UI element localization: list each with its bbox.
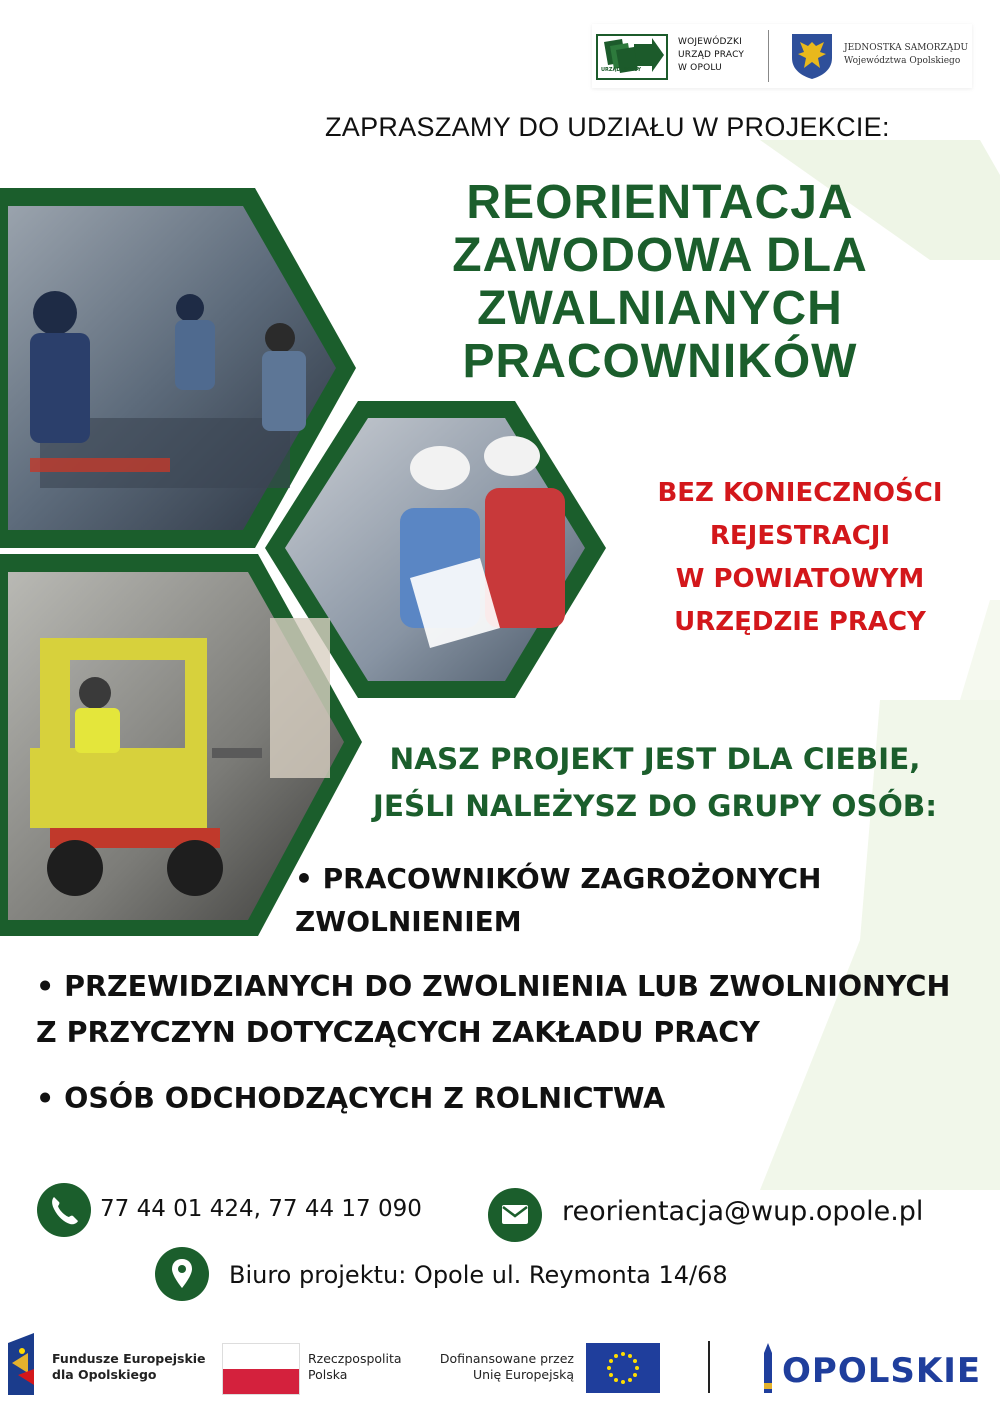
jst-line-1: JEDNOSTKA SAMORZĄDU — [844, 43, 969, 53]
wup-line-3: W OPOLU — [678, 63, 722, 73]
notice-line-2: REJESTRACJI — [709, 521, 891, 551]
title-line-1: REORIENTACJA — [466, 176, 854, 229]
wup-line-1: WOJEWÓDZKI — [678, 37, 742, 47]
notice-line-4: URZĘDZIE PRACY — [674, 607, 926, 637]
email-address: reorientacja@wup.opole.pl — [562, 1196, 924, 1227]
bullet-1-line-2: ZWOLNIENIEM — [295, 905, 522, 938]
email-icon — [488, 1188, 542, 1242]
fe-logo-icon — [8, 1333, 44, 1395]
bullet-2-line-1: • PRZEWIDZIANYCH DO ZWOLNIENIA LUB ZWOLNIONYCH — [36, 970, 951, 1003]
target-line-2: JEŚLI NALEŻYSZ DO GRUPY OSÓB: — [372, 789, 938, 823]
wup-logo-caption: URZĄD PRACY — [601, 67, 641, 73]
footer-funding-logos — [0, 1325, 1000, 1414]
opolskie-crest-icon — [790, 32, 834, 80]
fe-line-2: dla Opolskiego — [52, 1367, 157, 1382]
target-group-heading — [340, 736, 970, 830]
wup-line-2: URZĄD PRACY — [678, 50, 745, 60]
rp-line-2: Polska — [308, 1367, 348, 1382]
jst-name — [844, 42, 968, 68]
phone-numbers: 77 44 01 424, 77 44 17 090 — [100, 1196, 422, 1222]
rp-name — [308, 1351, 402, 1383]
eu-flag-icon — [586, 1343, 660, 1393]
fe-name — [52, 1351, 206, 1383]
eu-line-2: Unię Europejską — [472, 1367, 574, 1382]
target-line-1: NASZ PROJEKT JEST DLA CIEBIE, — [389, 742, 921, 776]
fe-line-1: Fundusze Europejskie — [52, 1351, 206, 1366]
opolskie-tower-icon — [758, 1343, 778, 1393]
title-line-4: PRACOWNIKÓW — [462, 335, 858, 388]
notice-line-3: W POWIATOWYM — [675, 564, 925, 594]
title-line-3: ZWALNIANYCH — [477, 282, 843, 335]
jst-line-2: Województwa Opolskiego — [844, 56, 961, 66]
header-divider — [768, 30, 769, 82]
invite-text: ZAPRASZAMY DO UDZIAŁU W PROJEKCIE: — [325, 112, 890, 142]
wup-logo — [596, 34, 668, 80]
header-logos — [592, 24, 972, 88]
notice-line-1: BEZ KONIECZNOŚCI — [657, 478, 943, 508]
bullet-2-line-2: Z PRZYCZYN DOTYCZĄCYCH ZAKŁADU PRACY — [36, 1016, 760, 1049]
no-registration-notice — [640, 472, 960, 644]
wup-name — [678, 36, 744, 75]
eu-cofinancing-text — [436, 1351, 574, 1383]
bullet-1-line-1: • PRACOWNIKÓW ZAGROŻONYCH — [295, 862, 822, 895]
rp-line-1: Rzeczpospolita — [308, 1351, 402, 1366]
polish-flag-icon — [222, 1343, 300, 1395]
bullet-3-line-1: • OSÓB ODCHODZĄCYCH Z ROLNICTWA — [36, 1082, 666, 1115]
location-pin-icon — [155, 1247, 209, 1301]
project-office-address: Biuro projektu: Opole ul. Reymonta 14/68 — [229, 1261, 728, 1289]
phone-icon — [37, 1183, 91, 1237]
eu-line-1: Dofinansowane przez — [439, 1351, 574, 1366]
title-line-2: ZAWODOWA DLA — [452, 229, 868, 282]
opolskie-wordmark: OPOLSKIE — [782, 1351, 982, 1391]
footer-divider — [708, 1341, 710, 1393]
